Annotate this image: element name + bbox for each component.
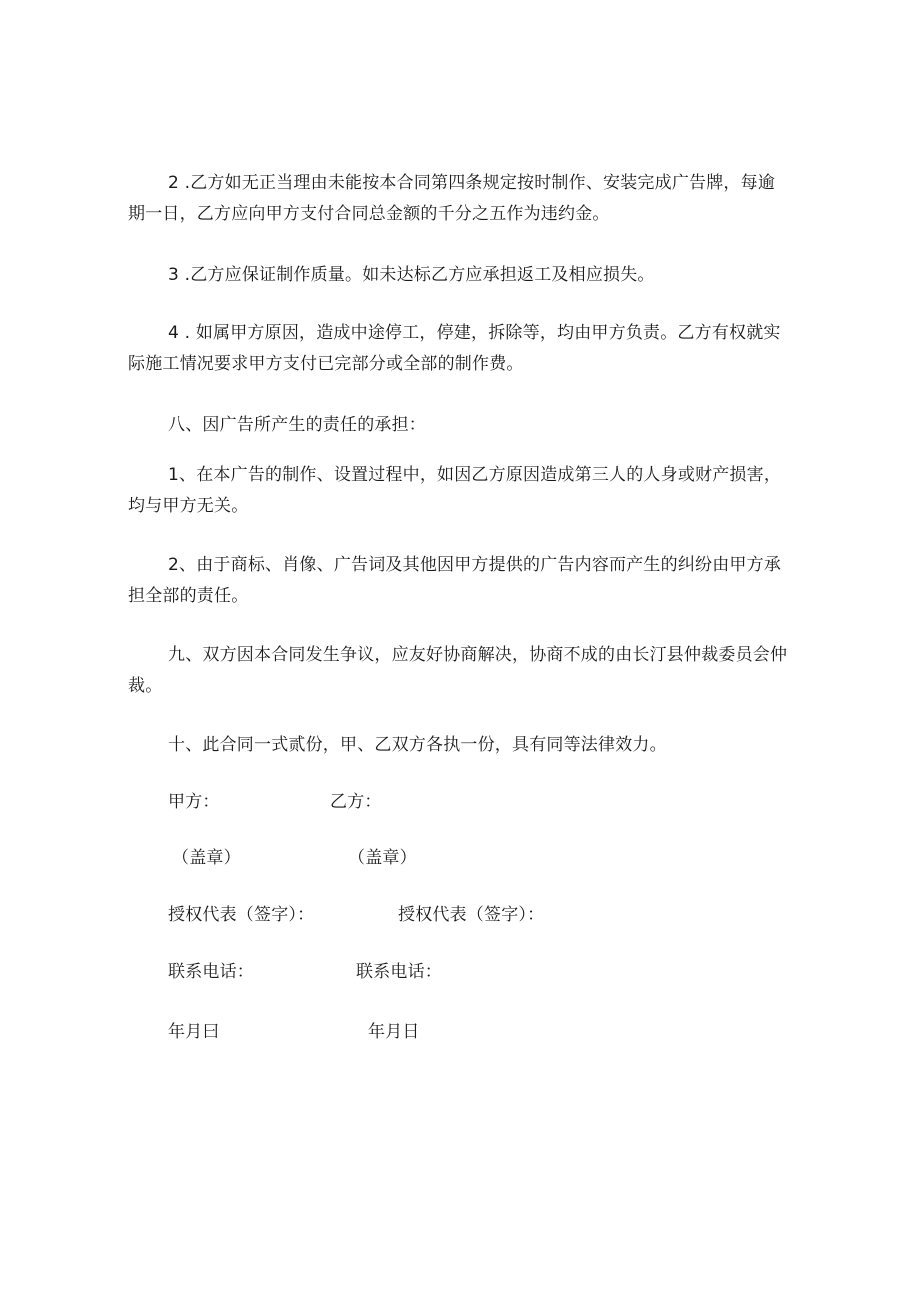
section-9: 九、双方因本合同发生争议，应友好协商解决，协商不成的由长汀县仲裁委员会仲裁。 [128, 645, 788, 696]
party-b-date: 年月日 [368, 1022, 420, 1042]
clause-7-2: 2 .乙方如无正当理由未能按本合同第四条规定按时制作、安装完成广告牌，每逾期一日，乙方应向甲方支付合同总金额的千分之五作为违约金。 [128, 173, 776, 224]
party-b-label: 乙方： [330, 792, 382, 812]
party-b-seal: （盖章） [348, 848, 417, 868]
party-a-seal: （盖章） [172, 848, 241, 868]
clause-7-3: 3 .乙方应保证制作质量。如未达标乙方应承担返工及相应损失。 [168, 265, 655, 285]
party-a-label: 甲方： [168, 792, 220, 812]
clause-7-4: 4 . 如属甲方原因，造成中途停工，停建，拆除等，均由甲方负责。乙方有权就实际施工情况要求甲方支付已完部分或全部的制作费。 [128, 323, 781, 374]
party-b-phone: 联系电话： [356, 962, 442, 982]
party-b-representative: 授权代表（签字）： [398, 905, 545, 925]
section-8-heading: 八、因广告所产生的责任的承担： [168, 415, 426, 435]
clause-8-1: 1、在本广告的制作、设置过程中，如因乙方原因造成第三人的人身或财产损害，均与甲方无关。 [128, 465, 782, 516]
party-a-representative: 授权代表（签字）： [168, 905, 315, 925]
clause-8-2: 2、由于商标、肖像、广告词及其他因甲方提供的广告内容而产生的纠纷由甲方承担全部的责任。 [128, 555, 782, 606]
section-10: 十、此合同一式贰份，甲、乙双方各执一份，具有同等法律效力。 [168, 735, 667, 755]
party-a-phone: 联系电话： [168, 962, 254, 982]
party-a-date: 年月曰 [168, 1022, 220, 1042]
